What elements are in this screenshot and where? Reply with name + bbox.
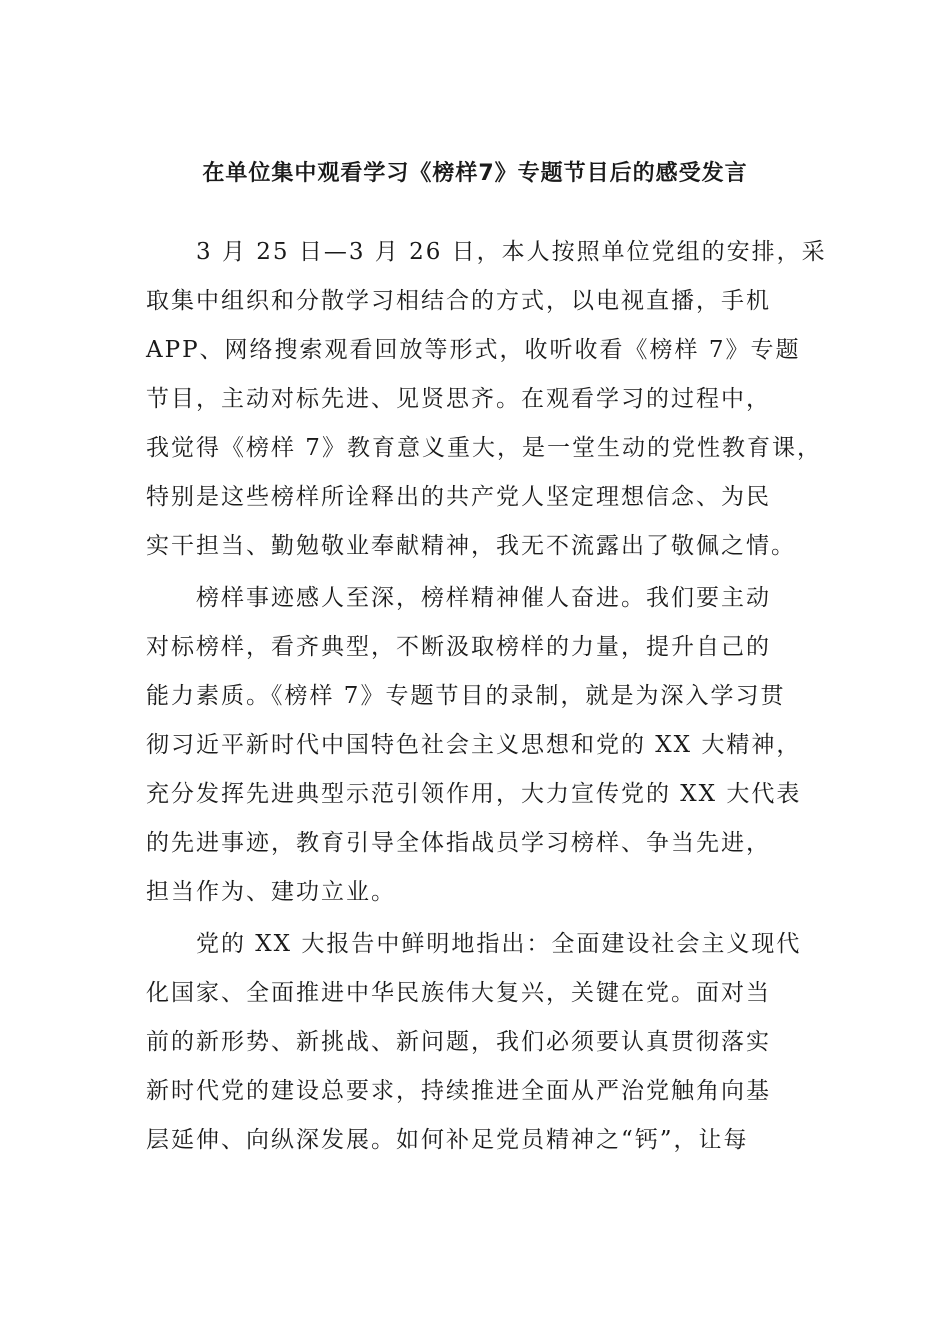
paragraph-1-line-2: 取集中组织和分散学习相结合的方式，以电视直播，手机 bbox=[146, 288, 771, 314]
paragraph-3-line-5: 层延伸、向纵深发展。如何补足党员精神之“钙”，让每 bbox=[146, 1127, 749, 1153]
paragraph-3-line-3: 前的新形势、新挑战、新问题，我们必须要认真贯彻落实 bbox=[146, 1029, 771, 1055]
paragraph-1-line-4: 节目，主动对标先进、见贤思齐。在观看学习的过程中， bbox=[146, 386, 771, 412]
paragraph-1-line-6: 特别是这些榜样所诠释出的共产党人坚定理想信念、为民 bbox=[146, 484, 771, 510]
document-title: 在单位集中观看学习《榜样7》专题节目后的感受发言 bbox=[202, 161, 748, 186]
paragraph-2-line-3: 能力素质。《榜样 7》专题节目的录制，就是为深入学习贯 bbox=[146, 683, 786, 709]
paragraph-2-line-1: 榜样事迹感人至深，榜样精神催人奋进。我们要主动 bbox=[196, 585, 771, 611]
paragraph-2-line-2: 对标榜样，看齐典型，不断汲取榜样的力量，提升自己的 bbox=[146, 634, 771, 660]
paragraph-1-line-5: 我觉得《榜样 7》教育意义重大，是一堂生动的党性教育课， bbox=[146, 435, 822, 461]
paragraph-2-line-5: 充分发挥先进典型示范引领作用，大力宣传党的 XX 大代表 bbox=[146, 781, 802, 807]
paragraph-3-line-2: 化国家、全面推进中华民族伟大复兴，关键在党。面对当 bbox=[146, 980, 771, 1006]
paragraph-1-line-7: 实干担当、勤勉敬业奉献精神，我无不流露出了敬佩之情。 bbox=[146, 533, 796, 559]
paragraph-1-line-3: APP、网络搜索观看回放等形式，收听收看《榜样 7》专题 bbox=[146, 337, 801, 363]
paragraph-1-line-1: 3 月 25 日—3 月 26 日，本人按照单位党组的安排，采 bbox=[196, 239, 827, 265]
paragraph-2-line-4: 彻习近平新时代中国特色社会主义思想和党的 XX 大精神， bbox=[146, 732, 802, 758]
paragraph-3-line-4: 新时代党的建设总要求，持续推进全面从严治党触角向基 bbox=[146, 1078, 771, 1104]
paragraph-2-line-6: 的先进事迹，教育引导全体指战员学习榜样、争当先进， bbox=[146, 830, 771, 856]
paragraph-3-line-1: 党的 XX 大报告中鲜明地指出：全面建设社会主义现代 bbox=[196, 931, 802, 957]
paragraph-2-line-7: 担当作为、建功立业。 bbox=[146, 879, 396, 905]
